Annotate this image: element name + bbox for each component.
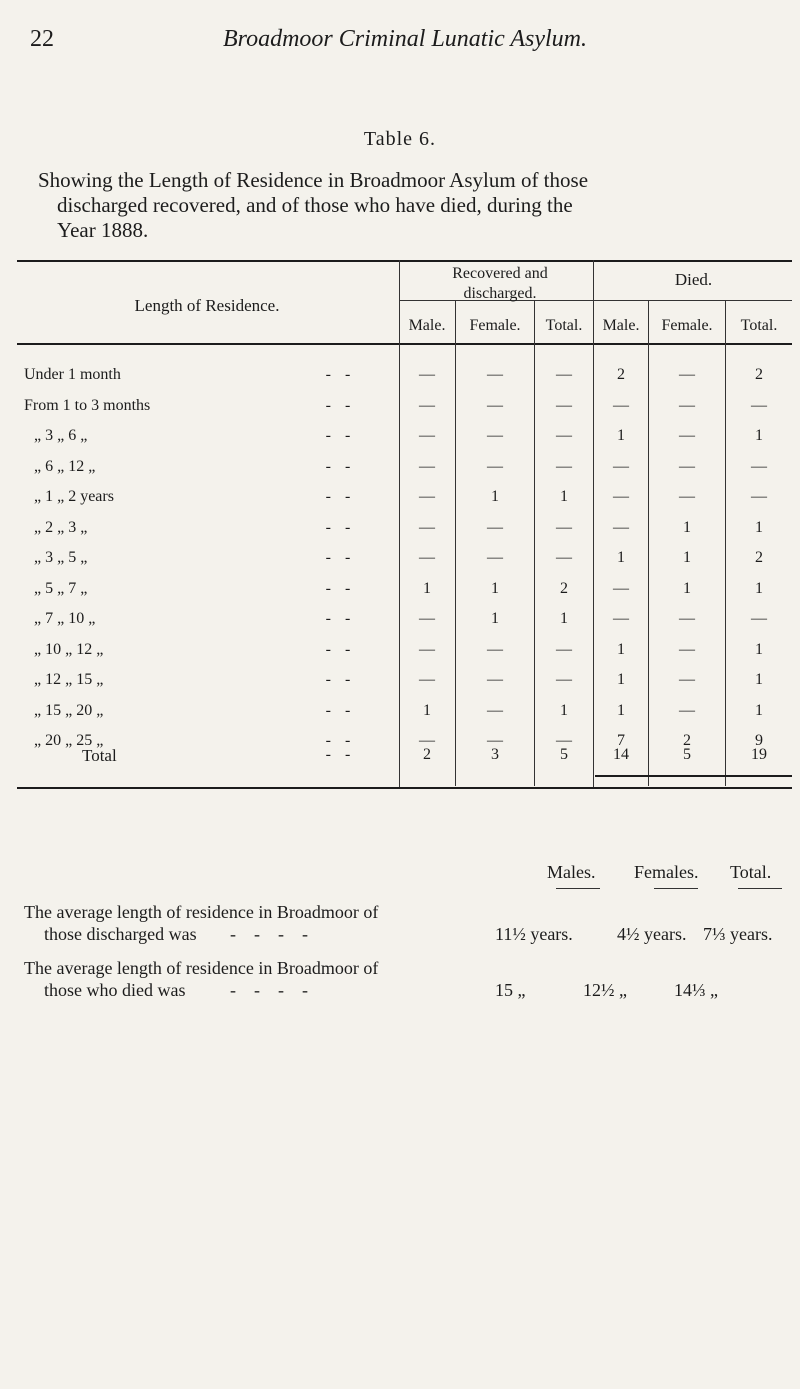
leader-dashes: --	[325, 366, 365, 383]
table-cell: —	[751, 396, 767, 414]
group-header-recovered: Recovered and discharged.	[452, 265, 548, 302]
avg-discharged-females: 4½ years.	[617, 924, 687, 944]
table-cell: —	[487, 701, 503, 719]
table-cell: —	[556, 457, 572, 475]
table-cell: —	[751, 488, 767, 505]
avg-header-males: Males.	[547, 862, 596, 882]
table-cell: 1	[617, 671, 625, 688]
leader-dashes: --	[325, 701, 365, 719]
column-header: Female.	[661, 317, 713, 334]
table-cell: —	[419, 396, 435, 414]
column-header: Total.	[545, 317, 583, 334]
avg-died-females: 12½ „	[583, 980, 627, 1000]
caption-line-1: Showing the Length of Residence in Broadmoor Asylum of those	[38, 168, 589, 192]
leader-dashes: --	[325, 579, 365, 597]
table-cell: —	[556, 640, 572, 658]
table-cell: 1	[755, 701, 763, 719]
table-cell: —	[419, 732, 435, 749]
row-label: „ 1 „ 2 years	[34, 488, 114, 505]
table-cell: —	[679, 640, 695, 658]
col-divider	[455, 300, 456, 786]
table-cell: —	[556, 518, 572, 536]
table-cell: 2	[683, 732, 691, 749]
table-cell: —	[556, 427, 572, 444]
table-cell: 1	[491, 488, 499, 505]
avg-header-total: Total.	[730, 862, 772, 882]
total-cell: 3	[491, 746, 499, 763]
table-cell: 2	[755, 366, 763, 383]
table-cell: —	[419, 671, 435, 688]
avg-discharged-line-1: The average length of residence in Broadmoor of	[24, 902, 379, 922]
row-label: Under 1 month	[24, 366, 121, 383]
table-cell: —	[487, 640, 503, 658]
table-cell: —	[679, 610, 695, 627]
leader-dashes: --	[325, 671, 365, 688]
table-cell: 2	[617, 366, 625, 383]
table-cell: 1	[617, 427, 625, 444]
total-cell: 5	[683, 746, 691, 763]
row-label: „ 5 „ 7 „	[34, 579, 88, 597]
table-cell: 1	[683, 518, 691, 536]
avg-died-line-2: those who died was	[44, 980, 186, 1000]
table-cell: 1	[617, 549, 625, 566]
table-cell: —	[419, 488, 435, 505]
avg-died-total: 14⅓ „	[674, 980, 718, 1000]
table-cell: 1	[755, 427, 763, 444]
avg-died-males: 15 „	[495, 980, 526, 1000]
table-bottom-rule	[17, 787, 792, 789]
table-cell: —	[487, 732, 503, 749]
table-cell: —	[419, 366, 435, 383]
table-cell: —	[487, 396, 503, 414]
row-label: „ 12 „ 15 „	[34, 671, 104, 688]
leader-dashes: --	[325, 746, 365, 763]
table-cell: —	[487, 457, 503, 475]
running-title: Broadmoor Criminal Lunatic Asylum.	[222, 26, 588, 52]
leader-dashes: --	[325, 732, 365, 749]
table-cell: —	[679, 366, 695, 383]
table-cell: 1	[560, 701, 568, 719]
table-cell: 7	[617, 732, 625, 749]
leader-dashes: --	[325, 396, 365, 414]
row-label: „ 7 „ 10 „	[34, 610, 96, 627]
row-header: Length of Residence.	[134, 296, 280, 315]
total-cell: 2	[423, 746, 431, 763]
table-cell: —	[751, 610, 767, 627]
table-cell: 1	[491, 610, 499, 627]
row-label: „ 15 „ 20 „	[34, 701, 104, 719]
table-cell: 1	[683, 579, 691, 597]
table-cell: 2	[560, 579, 568, 597]
table-cell: —	[679, 671, 695, 688]
table-cell: —	[419, 518, 435, 536]
table-cell: —	[556, 366, 572, 383]
table-cell: 1	[560, 488, 568, 505]
table-cell: —	[679, 488, 695, 505]
row-label: „ 20 „ 25 „	[34, 732, 104, 749]
total-cell: 14	[613, 746, 629, 763]
table-title: Table 6.	[363, 128, 437, 150]
row-label: „ 6 „ 12 „	[34, 457, 96, 475]
table-cell: 9	[755, 732, 763, 749]
table-cell: —	[613, 579, 629, 597]
total-cell: 19	[751, 746, 767, 763]
column-header: Male.	[408, 317, 446, 334]
residence-table	[0, 260, 800, 810]
table-cell: 1	[423, 701, 431, 719]
row-label: „ 3 „ 6 „	[34, 427, 88, 444]
table-cell: 1	[755, 518, 763, 536]
leader-dashes: --	[325, 549, 365, 566]
table-cell: 1	[560, 610, 568, 627]
column-header: Female.	[469, 317, 521, 334]
leader-dashes: --	[325, 518, 365, 536]
table-cell: —	[419, 610, 435, 627]
rule	[654, 888, 698, 889]
leader-dashes: --	[325, 457, 365, 475]
table-cell: —	[487, 366, 503, 383]
table-cell: —	[613, 518, 629, 536]
col-divider	[648, 300, 649, 786]
table-cell: —	[556, 396, 572, 414]
table-cell: —	[679, 427, 695, 444]
table-cell: 2	[755, 549, 763, 566]
table-cell: 1	[755, 671, 763, 688]
leader-dashes: --	[325, 427, 365, 444]
table-cell: —	[556, 671, 572, 688]
table-cell: —	[613, 396, 629, 414]
page-header	[30, 26, 780, 66]
rule	[556, 888, 600, 889]
leader-dashes: --	[325, 640, 365, 658]
caption-line-3: Year 1888.	[57, 218, 149, 242]
row-label: „ 2 „ 3 „	[34, 518, 88, 536]
table-cell: 1	[617, 701, 625, 719]
leader-dashes: --	[325, 610, 365, 627]
caption-line-2: discharged recovered, and of those who have died, during the	[57, 193, 573, 217]
column-header: Total.	[740, 317, 778, 334]
table-cell: —	[613, 457, 629, 475]
dashes: - - - -	[230, 980, 308, 1000]
table-cell: —	[487, 671, 503, 688]
table-cell: 1	[617, 640, 625, 658]
total-label: Total	[82, 746, 117, 765]
table-cell: —	[679, 701, 695, 719]
total-rule	[595, 775, 792, 777]
table-top-rule	[17, 260, 792, 262]
table-cell: —	[556, 549, 572, 566]
avg-header-females: Females.	[634, 862, 699, 882]
col-divider	[399, 260, 400, 787]
table-caption	[38, 168, 790, 243]
avg-died-line-1: The average length of residence in Broadmoor of	[24, 958, 379, 978]
table-cell: 1	[491, 579, 499, 597]
table-cell: —	[613, 488, 629, 505]
table-cell: 1	[755, 640, 763, 658]
header-bottom-rule	[17, 343, 792, 345]
column-header: Male.	[602, 317, 640, 334]
table-cell: —	[419, 427, 435, 444]
table-cell: —	[487, 549, 503, 566]
avg-discharged-total: 7⅓ years.	[703, 924, 773, 944]
col-divider	[725, 300, 726, 786]
table-cell: —	[679, 396, 695, 414]
table-cell: 1	[755, 579, 763, 597]
col-divider	[593, 260, 594, 787]
total-cell: 5	[560, 746, 568, 763]
table-cell: —	[419, 549, 435, 566]
col-divider	[534, 300, 535, 786]
table-cell: —	[556, 732, 572, 749]
table-cell: —	[487, 427, 503, 444]
group-header-died: Died.	[674, 270, 713, 289]
row-label: From 1 to 3 months	[24, 396, 151, 414]
table-cell: 1	[683, 549, 691, 566]
rule	[738, 888, 782, 889]
table-cell: —	[613, 610, 629, 627]
table-cell: 1	[423, 579, 431, 597]
avg-discharged-line-2: those discharged was	[44, 924, 197, 944]
table-cell: —	[419, 457, 435, 475]
table-cell: —	[751, 457, 767, 475]
table-cell: —	[679, 457, 695, 475]
leader-dashes: --	[325, 488, 365, 505]
row-label: „ 10 „ 12 „	[34, 640, 104, 658]
page-number: 22	[30, 26, 54, 52]
table-cell: —	[419, 640, 435, 658]
row-label: „ 3 „ 5 „	[34, 549, 88, 566]
dashes: - - - -	[230, 924, 308, 944]
table-cell: —	[487, 518, 503, 536]
avg-discharged-males: 11½ years.	[495, 924, 573, 944]
